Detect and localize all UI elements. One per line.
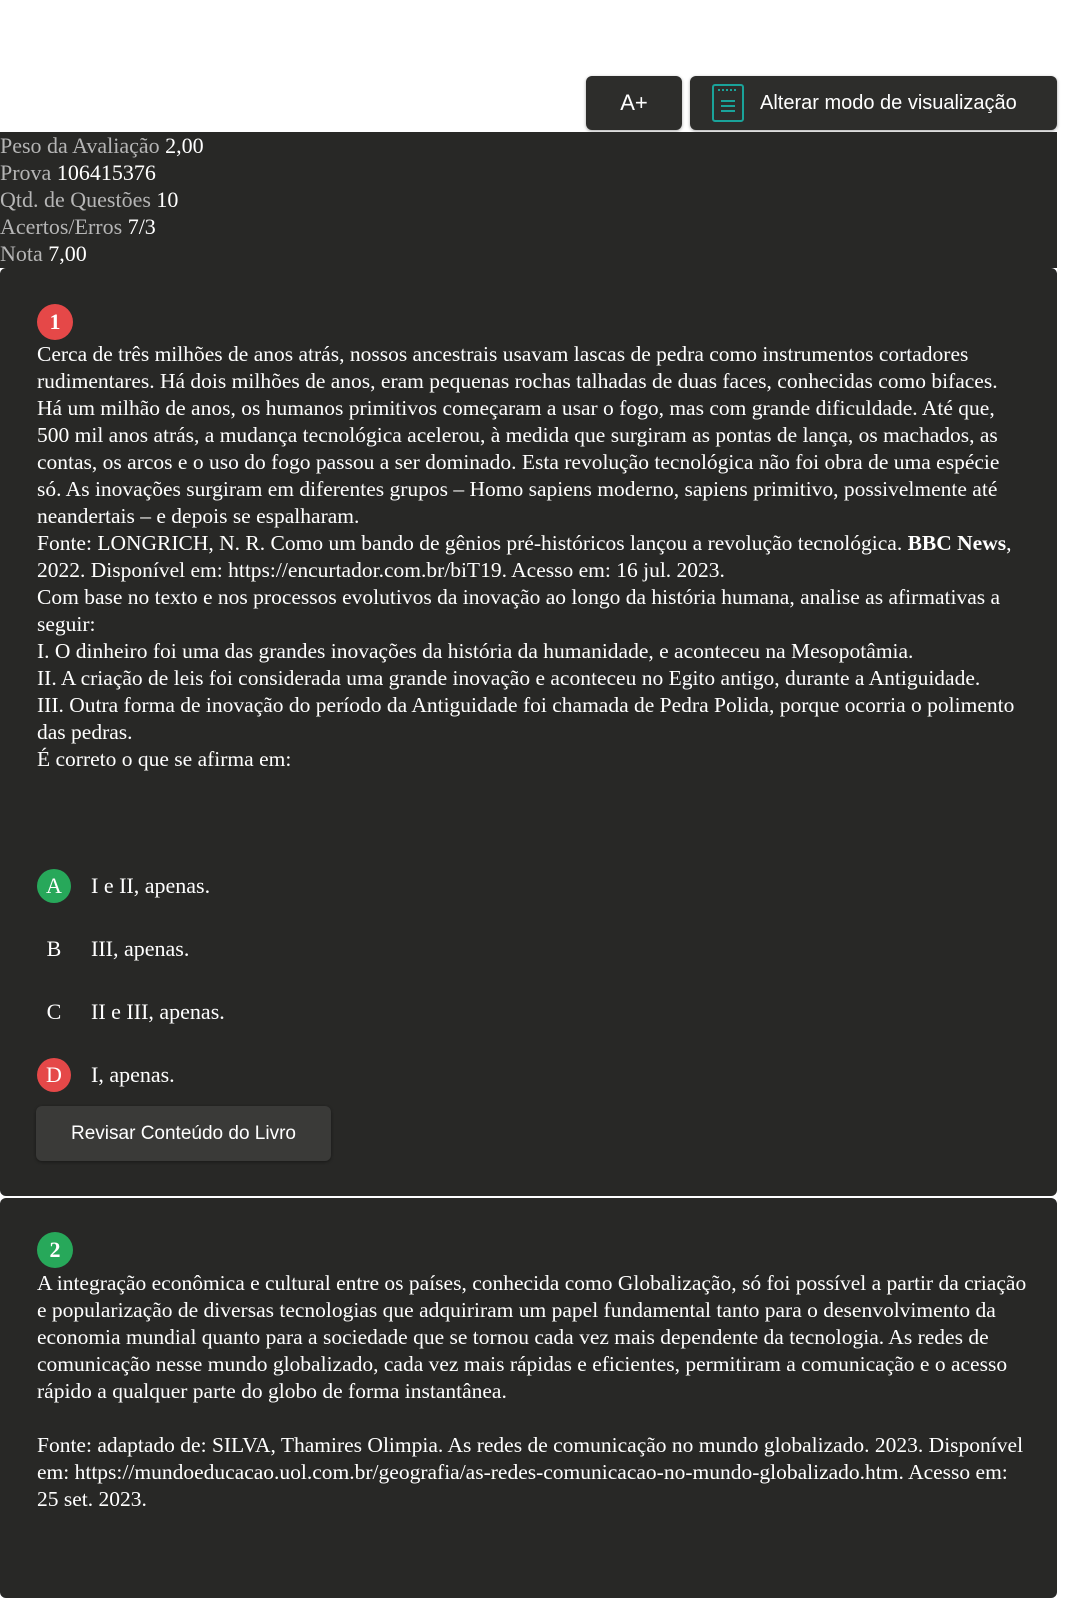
question-ask: É correto o que se afirma em: [37, 747, 292, 771]
paragraph-gap [37, 1405, 1027, 1432]
question-text [37, 1270, 1027, 1513]
question-text [37, 341, 1027, 773]
question-prompt: Com base no texto e nos processos evolutivos da inovação ao longo da história humana, analise as afirmativas a seguir: [37, 585, 1001, 636]
option-a[interactable] [37, 869, 210, 903]
statement-2: II. A criação de leis foi considerada uma grande inovação e aconteceu no Egito antigo, durante a Antiguidade. [37, 666, 981, 690]
option-text: I e II, apenas. [91, 873, 211, 898]
option-d[interactable] [37, 1058, 175, 1092]
question-source [37, 530, 1027, 584]
source-text-end: , 2022. Disponível em: https://encurtador.com.br/biT19. Acesso em: 16 jul. 2023. [37, 531, 1012, 582]
summary-weight [0, 132, 1057, 159]
review-book-content-button[interactable] [36, 1106, 331, 1161]
summary-value: 2,00 [165, 133, 204, 158]
option-letter-wrong: D [37, 1058, 71, 1092]
summary-exam-id [0, 159, 1057, 186]
summary-grade [0, 240, 1057, 267]
option-letter: C [46, 999, 62, 1024]
option-text: I, apenas. [91, 1062, 175, 1087]
option-c[interactable] [37, 995, 225, 1029]
option-text: III, apenas. [91, 936, 190, 961]
statement-1: I. O dinheiro foi uma das grandes inovações da história da humanidade, e aconteceu na Mesopotâmia. [37, 639, 914, 663]
question-number-badge: 1 [37, 304, 73, 340]
statement-3: III. Outra forma de inovação do período da Antiguidade foi chamada de Pedra Polida, porque ocorria o polimento das pedras. [37, 693, 1015, 744]
option-text: II e III, apenas. [91, 999, 225, 1024]
option-letter-correct: A [37, 869, 71, 903]
question-source: Fonte: adaptado de: SILVA, Thamires Olimpia. As redes de comunicação no mundo globalizado. 2023. Disponível em: https://mundoeducacao.uol.com.br/geografia/as-redes-comunicacao-no-mundo-globalizado.htm. Acesso em: 25 set. 2023. [37, 1433, 1024, 1511]
question-card-1 [0, 268, 1057, 1196]
question-paragraph: Cerca de três milhões de anos atrás, nossos ancestrais usavam lascas de pedra como instrumentos cortadores rudimentares. Há dois milhões de anos, eram pequenas rochas talhadas de duas faces, conhecidas como bifaces. Há um milhão de anos, os humanos primitivos começaram a usar o fogo, mas com grande dificuldade. Até que, 500 mil anos atrás, a mudança tecnológica acelerou, à medida que surgiram as pontas de lança, os machados, as contas, os arcos e o uso do fogo passou a ser dominado. Esta revolução tecnológica não foi obra de uma espécie só. As inovações surgiram em diferentes grupos – Homo sapiens moderno, sapiens primitivo, possivelmente até neandertais – e depois se espalharam. [37, 342, 1000, 528]
summary-question-count [0, 186, 1057, 213]
summary-value: 7,00 [48, 241, 87, 266]
view-mode-label: Alterar modo de visualização [760, 91, 1017, 114]
view-mode-button[interactable] [690, 76, 1057, 130]
summary-value: 10 [156, 187, 179, 212]
source-publication: BBC News [907, 531, 1007, 555]
question-number-badge: 2 [37, 1232, 73, 1268]
summary-label: Peso da Avaliação [0, 133, 160, 158]
exam-summary [0, 132, 1057, 268]
summary-label: Nota [0, 241, 43, 266]
top-toolbar [0, 76, 1068, 132]
summary-label: Acertos/Erros [0, 214, 123, 239]
option-letter: B [46, 936, 62, 961]
summary-value: 106415376 [56, 160, 156, 185]
source-text: Fonte: LONGRICH, N. R. Como um bando de gênios pré-históricos lançou a revolução tecnológica. [37, 531, 908, 555]
font-size-label: A+ [620, 90, 648, 115]
summary-label: Qtd. de Questões [0, 187, 151, 212]
review-button-label: Revisar Conteúdo do Livro [71, 1122, 296, 1144]
summary-label: Prova [0, 160, 52, 185]
question-paragraph: A integração econômica e cultural entre os países, conhecida como Globalização, só foi possível a partir da criação e popularização de diversas tecnologias que adquiriram um papel fundamental tanto para o desenvolvimento da economia mundial quanto para a sociedade que se tornou cada vez mais dependente da tecnologia. As redes de comunicação nesse mundo globalizado, cada vez mais rápidas e eficientes, permitiram a comunicação e o acesso rápido a qualquer parte do globo de forma instantânea. [37, 1271, 1027, 1403]
document-icon [712, 84, 744, 122]
option-b[interactable] [37, 932, 189, 966]
font-size-button[interactable] [586, 76, 682, 130]
summary-value: 7/3 [127, 214, 156, 239]
question-card-2 [0, 1198, 1057, 1598]
summary-right-wrong [0, 213, 1057, 240]
